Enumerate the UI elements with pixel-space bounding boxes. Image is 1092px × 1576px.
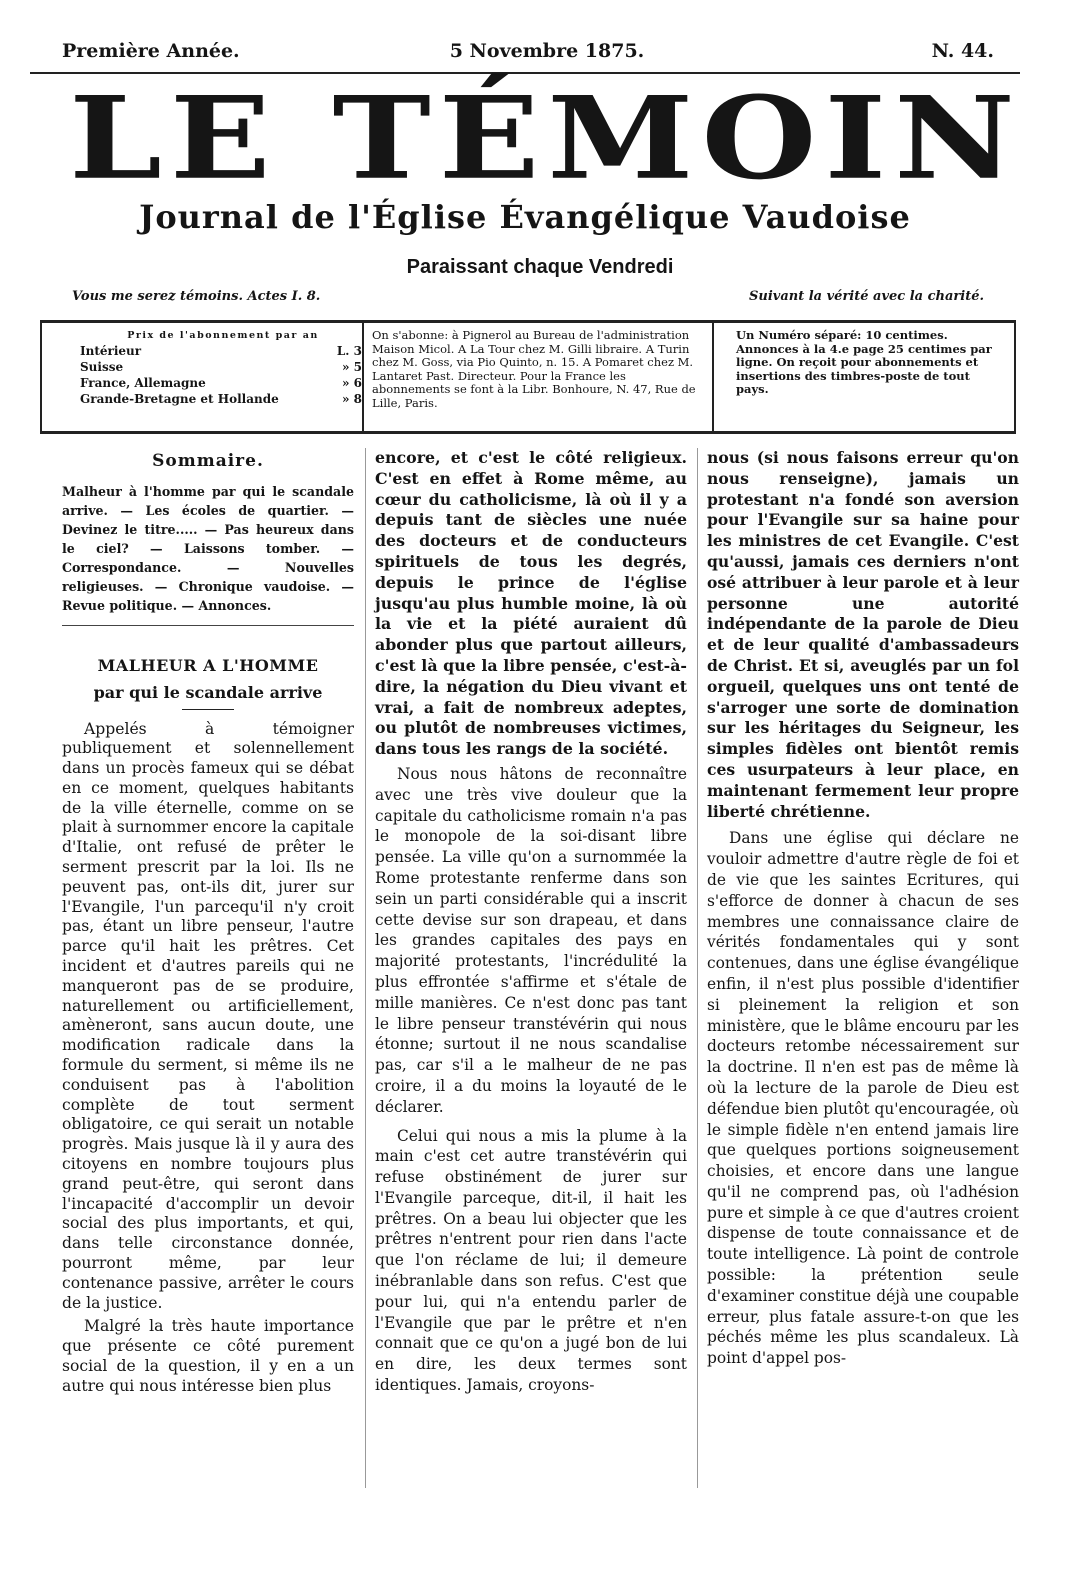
price-row: Suisse » 5 — [80, 359, 362, 374]
column-rule-2 — [697, 448, 698, 1488]
box-border-right — [1014, 323, 1016, 431]
paragraph: encore, et c'est le côté religieux. C'est en effet à Rome même, au cœur du catholicisme, là où il y a depuis tant de siècles une nuée des docteurs et de conducteurs spirituels de tous les degrés, depuis le prince de l'église jusqu'au plus humble moine, là où la vie et la piété auraient dû abonder plus que partout ailleurs, c'est là que la libre pensée, c'est-à-dire, la négation du Dieu vivant et vrai, a fait de nombreux adeptes, ou plutôt de nombreuses victimes, dans tous les rangs de la société. — [375, 448, 687, 759]
masthead-title: LE TÉMOIN — [69, 71, 1023, 206]
sommaire-heading: Sommaire. — [152, 451, 264, 471]
price-row: Intérieur L. 3 — [80, 343, 362, 358]
paragraph: Dans une église qui déclare ne vouloir admettre d'autre règle de foi et de vie que les saintes Ecritures, qui s'efforce de donner à chacun de ses membres une connaissance claire de vérités fondamentales qui y sont contenues, dans une église évangélique enfin, il n'est plus possible d'identifier si pleinement la religion et son ministère, que le blâme encouru par les docteurs retombe nécessairement sur la doctrine. Il n'en est pas de même là où la lecture de la parole de Dieu est défendue bien plutôt qu'encouragée, où le simple fidèle n'en entend jamais lire que quelques portions soigneusement choisies, et encore dans une langue qu'il ne comprend pas, où l'adhésion pure et simple à ce que d'autres croient dispense de toute connaissance et de toute intelligence. Là point de controle possible: la prétention seule d'examiner constitue déjà une coupable erreur, plus fatale assure-t-on que les péchés même les plus scandaleux. Là point d'appel pos- — [707, 829, 1019, 1368]
single-issue-info: Un Numéro séparé: 10 centimes. Annonces à la 4.e page 25 centimes par ligne. On reçoit pour abonnements et insertions des timbres-poste de tout pays. — [736, 328, 992, 396]
price-column — [80, 329, 366, 409]
subscription-locations: On s'abonne: à Pignerol au Bureau de l'administration Maison Micol. A La Tour chez M. Gilli libraire. A Turin chez M. Goss, via Pio Quinto, n. 15. A Pomaret chez M. Lantaret Past. Directeur. Pour la France les abonnements se font à la Libr. Bonhoure, N. 47, Rue de Lille, Paris. — [372, 328, 696, 410]
issue-date: 5 Novembre 1875. — [449, 40, 645, 62]
paragraph: Appelés à témoigner publiquement et solennellement dans un procès fameux qui se débat en ce moment, quelques habitants de la ville éternelle, comme on se plait à surnommer encore la capitale d'Italie, ont refusé de prêter le serment prescrit par la loi. Ils ne peuvent pas, ont-ils dit, jurer sur l'Evangile, l'un parcequ'il n'y croit pas, étant un libre penseur, l'autre parce qu'il hait les prêtres. Cet incident et d'autres pareils qui ne manqueront pas de se produire, naturellement ou artificiellement, amèneront, sans aucun doute, une modification radicale dans la formule du serment, si même ils ne conduisent pas à l'abolition complète de tout serment obligatoire, ce qui serait un notable progrès. Mais jusque là il y aura des citoyens en nombre toujours plus grand peut-être, qui seront dans l'incapacité d'accomplir un devoir social des plus importants, et qui, dans telle circonstance donnée, pourront même, par leur contenance passive, arrêter le cours de la justice. — [62, 719, 354, 1312]
paragraph: Nous nous hâtons de reconnaître avec une très vive douleur que la capitale du catholicisme romain n'a pas le monopole de la soi-disant libre pensée. La ville qu'on a surnommée la Rome protestante renferme dans son sein un parti considérable qui a inscrit cette devise sur son drapeau, et dans les grandes capitales des pays en majorité protestants, l'incrédulité la plus effrontée s'affirme et s'étale de mille manières. Ce n'est donc pas tant le libre penseur transtévérin qui nous étonne; surtout il ne nous scandalise pas, car s'il a le malheur de ne pas croire, il a du moins la loyauté de le déclarer. — [375, 764, 687, 1116]
top-line — [62, 40, 1020, 68]
column-1 — [62, 448, 354, 1397]
column-2 — [375, 448, 687, 1396]
price-heading: Prix de l'abonnement par an — [127, 330, 319, 341]
motto-left: Vous me serez témoins. Actes I. 8. — [72, 289, 321, 304]
subscription-box — [40, 320, 1016, 434]
paragraph: Malgré la très haute importance que présente ce côté purement social de la question, il y en a un autre qui nous intéresse bien plus — [62, 1317, 354, 1395]
box-divider-2 — [712, 323, 714, 431]
column-rule-1 — [365, 448, 366, 1488]
price-row: Grande-Bretagne et Hollande » 8 — [80, 391, 362, 406]
price-row: France, Allemagne » 6 — [80, 375, 362, 390]
publication-frequency: Paraissant chaque Vendredi — [406, 256, 674, 278]
year-label: Première Année. — [62, 40, 240, 62]
issue-number: N. 44. — [931, 40, 994, 62]
paragraph: Celui qui nous a mis la plume à la main c'est cet autre transtévérin qui refuse obstinément de jurer sur l'Evangile parceque, dit-il, il hait les prêtres. On a beau lui objecter que les prêtres n'entrent pour rien dans l'acte que l'on réclame de lui; il demeure inébranlable dans son refus. C'est que pour lui, qui n'a entendu parler de l'Evangile que par le prêtre et n'en connait que ce qu'on a jugé bon de lui en dire, les deux termes sont identiques. Jamais, croyons- — [375, 1126, 687, 1395]
sommaire-text: Malheur à l'homme par qui le scandale arrive. — Les écoles de quartier. — Devinez le titre..... — Pas heureux dans le ciel? — Laissons tomber. — Correspondance. — Nouvelles religieuses. — Chronique vaudoise. — Revue politique. — Annonces. — [62, 483, 354, 613]
box-border-left — [40, 323, 42, 431]
masthead-subtitle: Journal de l'Église Évangélique Vaudoise — [139, 198, 911, 236]
article-subtitle: par qui le scandale arrive — [93, 683, 323, 702]
article-title: MALHEUR A L'HOMME — [97, 655, 319, 675]
motto-right: Suivant la vérité avec la charité. — [749, 289, 984, 304]
paragraph: nous (si nous faisons erreur qu'on nous renseigne), jamais un protestant n'a fondé son aversion pour l'Evangile sur sa haine pour les ministres de cet Evangile. C'est qu'aussi, jamais ces derniers n'ont osé attribuer à leur parole et à leur personne une autorité indépendante de la parole de Dieu et de leur qualité d'ambassadeurs de Christ. Et si, aveuglés par un fol orgueil, quelques uns ont tenté de s'arroger une sorte de domination sur les héritages du Seigneur, les simples fidèles ont bientôt remis ces usurpateurs à leur place, en maintenant fermement leur propre liberté chrétienne. — [707, 448, 1019, 821]
column-3 — [707, 448, 1019, 1369]
sommaire-rule — [62, 625, 354, 626]
article-rule — [182, 709, 234, 710]
